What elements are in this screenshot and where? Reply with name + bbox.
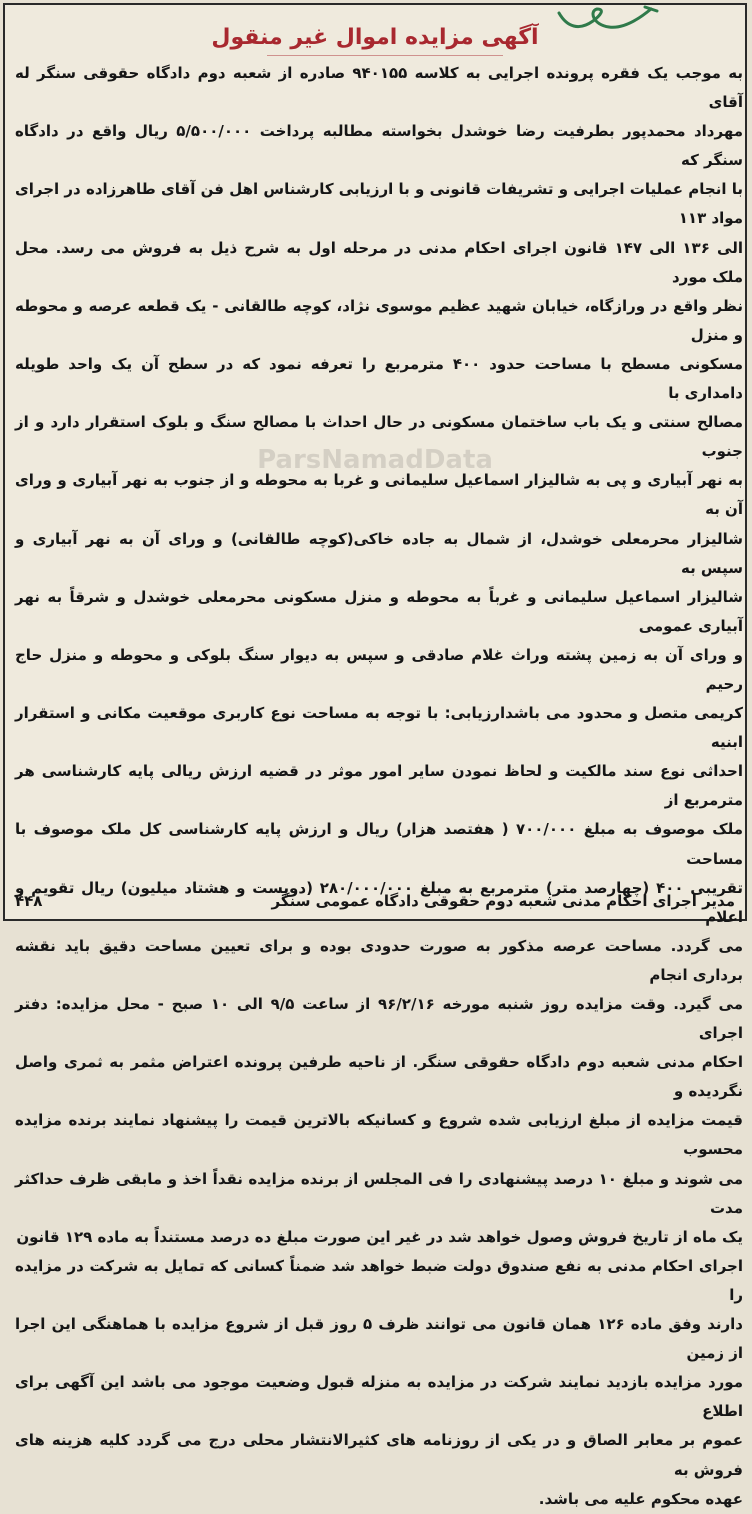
body-line: تقریبی ۴۰۰ (چهارصد متر) مترمربع به مبلغ ۲۸۰/۰۰۰/۰۰۰ (دویست و هشتاد میلیون) ریال تقویم و اعلام bbox=[15, 878, 743, 926]
body-line: کریمی متصل و محدود می باشدارزیابی: با توجه به مساحت نوع کاربری موقعیت مکانی و استقرار ابنیه bbox=[15, 704, 743, 752]
body-line: احداثی نوع سند مالکیت و لحاظ نمودن سایر امور موثر در قضیه ارزش ریالی پایه کارشناسی هر مترمربع از bbox=[15, 762, 743, 810]
body-line: به موجب یک فقره پرونده اجرایی به کلاسه ۹۴۰۱۵۵ صادره از شعبه دوم دادگاه حقوقی سنگر له آقای bbox=[15, 64, 743, 112]
body-line: عموم بر معابر الصاق و در یکی از روزنامه های کثیرالانتشار محلی درج می گردد کلیه هزینه های فروش به bbox=[15, 1431, 743, 1479]
body-line: شالیزار محرمعلی خوشدل، از شمال به جاده خاکی(کوچه طالقانی) و ورای آن به نهر آبیاری و سپس به bbox=[15, 529, 743, 577]
notice-body bbox=[15, 59, 743, 1514]
body-line: می شوند و مبلغ ۱۰ درصد پیشنهادی را فی المجلس از برنده مزایده نقداً اخذ و مابقی ظرف حداکثر مدت bbox=[15, 1169, 743, 1217]
title-underline bbox=[267, 55, 503, 56]
body-line: نظر واقع در ورازگاه، خیابان شهید عظیم موسوی نژاد، کوچه طالقانی - یک قطعه عرصه و محوطه و منزل bbox=[15, 296, 743, 344]
body-line: یک ماه از تاریخ فروش وصول خواهد شد در غیر این صورت مبلغ ده درصد مستنداً به ماده ۱۲۹ قانون bbox=[16, 1227, 743, 1246]
body-line: مسکونی مسطح با مساحت حدود ۴۰۰ مترمربع را تعرفه نمود که در سطح آن یک واحد طویله دامداری با bbox=[15, 354, 743, 403]
signature-line: مدیر اجرای احکام مدنی شعبه دوم حقوقی دادگاه عمومی سنگر bbox=[271, 892, 735, 910]
watermark: ParsNamadData bbox=[257, 445, 493, 475]
body-line: قیمت مزایده از مبلغ ارزیابی شده شروع و کسانیکه بالاترین قیمت را پیشنهاد نمایند برنده مزایده محسوب bbox=[15, 1111, 743, 1159]
body-line: شالیزار اسماعیل سلیمانی و غرباً به محوطه و منزل مسکونی محرمعلی خوشدل و شرقاً به نهر آبیاری عمومی bbox=[15, 587, 743, 635]
body-line: و ورای آن به زمین پشته وراث غلام صادقی و سپس به دیوار سنگ بلوکی و محوطه و منزل حاج رحیم bbox=[15, 645, 743, 693]
body-line: مورد مزایده بازدید نمایند شرکت در مزایده به منزله قبول وضعیت موجود می باشد این آگهی برای اطلاع bbox=[15, 1373, 743, 1421]
notice-footer bbox=[15, 887, 735, 915]
body-line: با انجام عملیات اجرایی و تشریفات قانونی و با ارزیابی کارشناس اهل فن آقای طاهرزاده در اجرای مواد ۱۱۳ bbox=[15, 180, 743, 228]
body-line: مصالح سنتی و یک باب ساختمان مسکونی در حال احداث با مصالح سنگ و بلوک استقرار دارد و از جنوب bbox=[15, 413, 743, 461]
body-line: ملک موصوف به مبلغ ۷۰۰/۰۰۰ ( هفتصد هزار) ریال و ارزش پایه کارشناسی کل ملک موصوف با مساحت bbox=[15, 820, 743, 868]
body-line: احکام مدنی شعبه دوم دادگاه حقوقی سنگر. از ناحیه طرفین پرونده اعتراض مثمر به ثمری واصل نگردیده و bbox=[15, 1053, 743, 1101]
body-line: اجرای احکام مدنی به نفع صندوق دولت ضبط خواهد شد ضمناً کسانی که تمایل به شرکت در مزایده را bbox=[15, 1256, 743, 1304]
body-line: به نهر آبیاری و پی به شالیزار اسماعیل سلیمانی و غربا به محوطه و از جنوب به نهر آبیاری و ورای آن به bbox=[15, 471, 743, 519]
notice-title: آگهی مزایده اموال غیر منقول bbox=[211, 25, 539, 50]
notice-frame bbox=[3, 3, 747, 1508]
body-line: الی ۱۳۶ الی ۱۴۷ قانون اجرای احکام مدنی در مرحله اول به شرح ذیل به فروش می رسد. محل ملک مورد bbox=[15, 238, 744, 286]
body-line: می گیرد. وقت مزایده روز شنبه مورخه ۹۶/۲/۱۶ از ساعت ۹/۵ الی ۱۰ صبح - محل مزایده: دفتر اجرای bbox=[15, 995, 743, 1043]
body-line: عهده محکوم علیه می باشد. bbox=[538, 1489, 743, 1508]
body-line: دارند وفق ماده ۱۲۶ همان قانون می توانند ظرف ۵ روز قبل از شروع مزایده با هماهنگی این اجرا از زمین bbox=[15, 1315, 743, 1363]
body-line: می گردد. مساحت عرصه مذکور به صورت حدودی بوده و برای تعیین مساحت دقیق باید نقشه برداری انجام bbox=[15, 936, 743, 984]
body-line: مهرداد محمدپور بطرفیت رضا خوشدل بخواسته مطالبه پرداخت ۵/۵۰۰/۰۰۰ ریال واقع در دادگاه سنگر که bbox=[15, 122, 744, 170]
ad-number: ۴۴۸ bbox=[15, 892, 43, 910]
